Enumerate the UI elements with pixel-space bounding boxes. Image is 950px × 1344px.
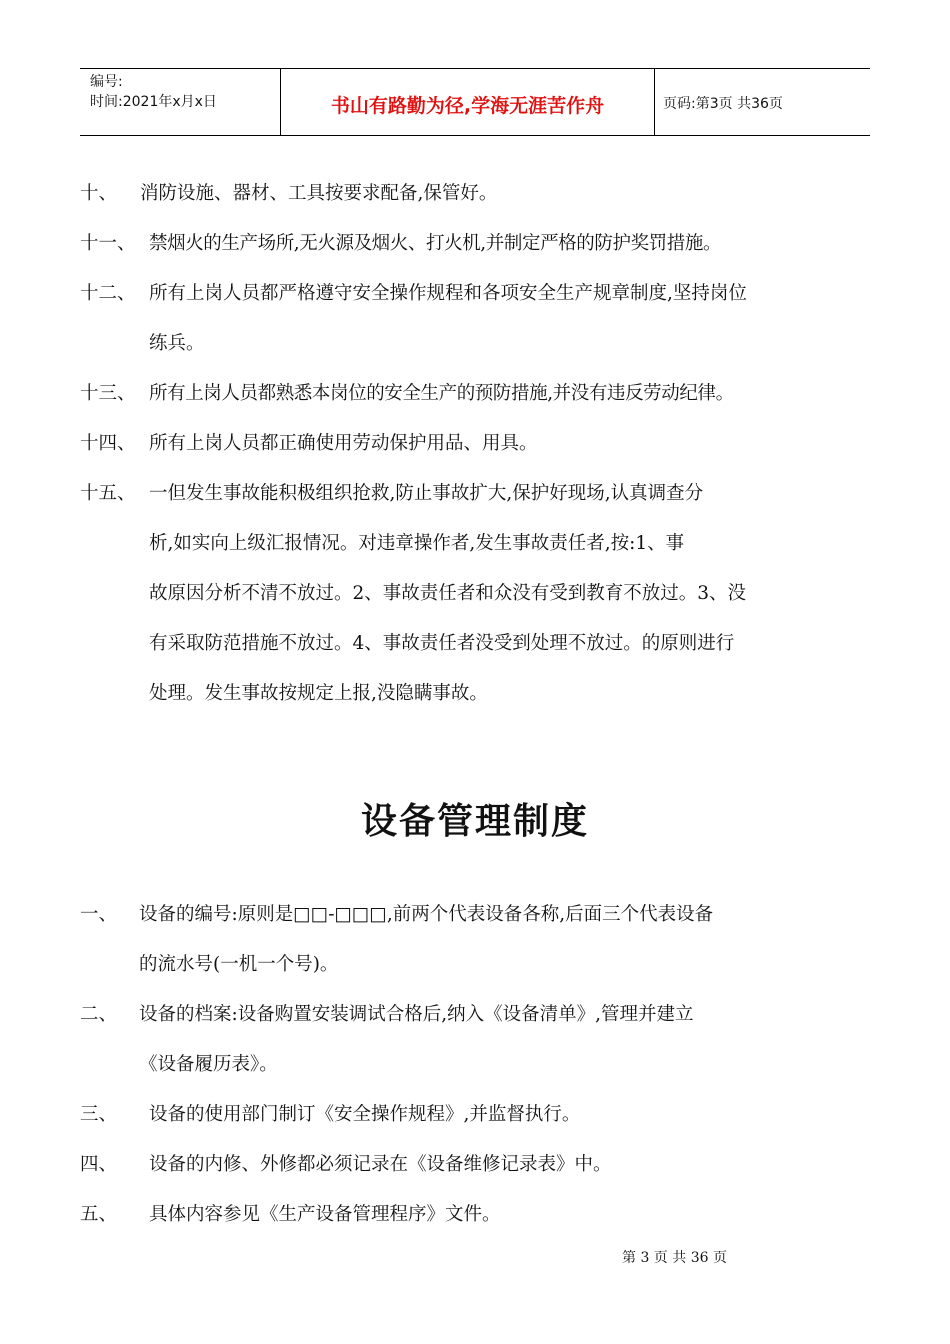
item-number: 十四、 [80,433,136,454]
item-text: 所有上岗人员都正确使用劳动保护用品、用具。 [149,433,538,454]
item-text: 一但发生事故能积极组织抢救,防止事故扩大,保护好现场,认真调查分 [149,483,704,504]
item-text: 《设备履历表》。 [139,1054,278,1075]
item-text: 消防设施、器材、工具按要求配备,保管好。 [140,183,498,204]
page-header [80,68,870,136]
item-number: 十三、 [80,383,136,404]
item-text: 具体内容参见《生产设备管理程序》文件。 [149,1204,501,1225]
item-text: 有采取防范措施不放过。4、事故责任者没受到处理不放过。的原则进行 [149,633,735,654]
item-number: 十二、 [80,283,136,304]
item-number: 三、 [80,1104,118,1125]
item-text: 故原因分析不清不放过。2、事故责任者和众没有受到教育不放过。3、没 [149,583,747,604]
header-motto: 书山有路勤为径,学海无涯苦作舟 [281,69,655,135]
item-number: 十、 [80,183,118,204]
item-number: 十五、 [80,483,136,504]
item-text: 设备的编号:原则是□□-□□□,前两个代表设备各称,后面三个代表设备 [139,904,714,925]
header-number-label: 编号: [90,74,123,90]
item-number: 二、 [80,1004,118,1025]
item-text: 所有上岗人员都严格遵守安全操作规程和各项安全生产规章制度,坚持岗位 [149,283,747,304]
item-text: 处理。发生事故按规定上报,没隐瞒事故。 [149,683,488,704]
item-text: 析,如实向上级汇报情况。对违章操作者,发生事故责任者,按:1、事 [149,533,685,554]
header-page-info: 页码:第3页 共36页 [663,96,783,112]
item-text: 所有上岗人员都熟悉本岗位的安全生产的预防措施,并没有违反劳动纪律。 [149,383,734,404]
item-text: 练兵。 [149,333,205,354]
item-text: 禁烟火的生产场所,无火源及烟火、打火机,并制定严格的防护奖罚措施。 [149,233,722,254]
section-title: 设备管理制度 [360,800,589,842]
page-footer: 第 3 页 共 36 页 [622,1250,727,1266]
item-text: 设备的使用部门制订《安全操作规程》,并监督执行。 [149,1104,581,1125]
item-text: 的流水号(一机一个号)。 [139,954,339,975]
item-number: 四、 [80,1154,118,1175]
item-text: 设备的档案:设备购置安装调试合格后,纳入《设备清单》,管理并建立 [139,1004,694,1025]
header-meta [80,69,281,135]
header-time-label: 时间:2021年x月x日 [90,94,217,110]
item-text: 设备的内修、外修都必须记录在《设备维修记录表》中。 [149,1154,612,1175]
item-number: 一、 [80,904,118,925]
item-number: 十一、 [80,233,136,254]
item-number: 五、 [80,1204,118,1225]
